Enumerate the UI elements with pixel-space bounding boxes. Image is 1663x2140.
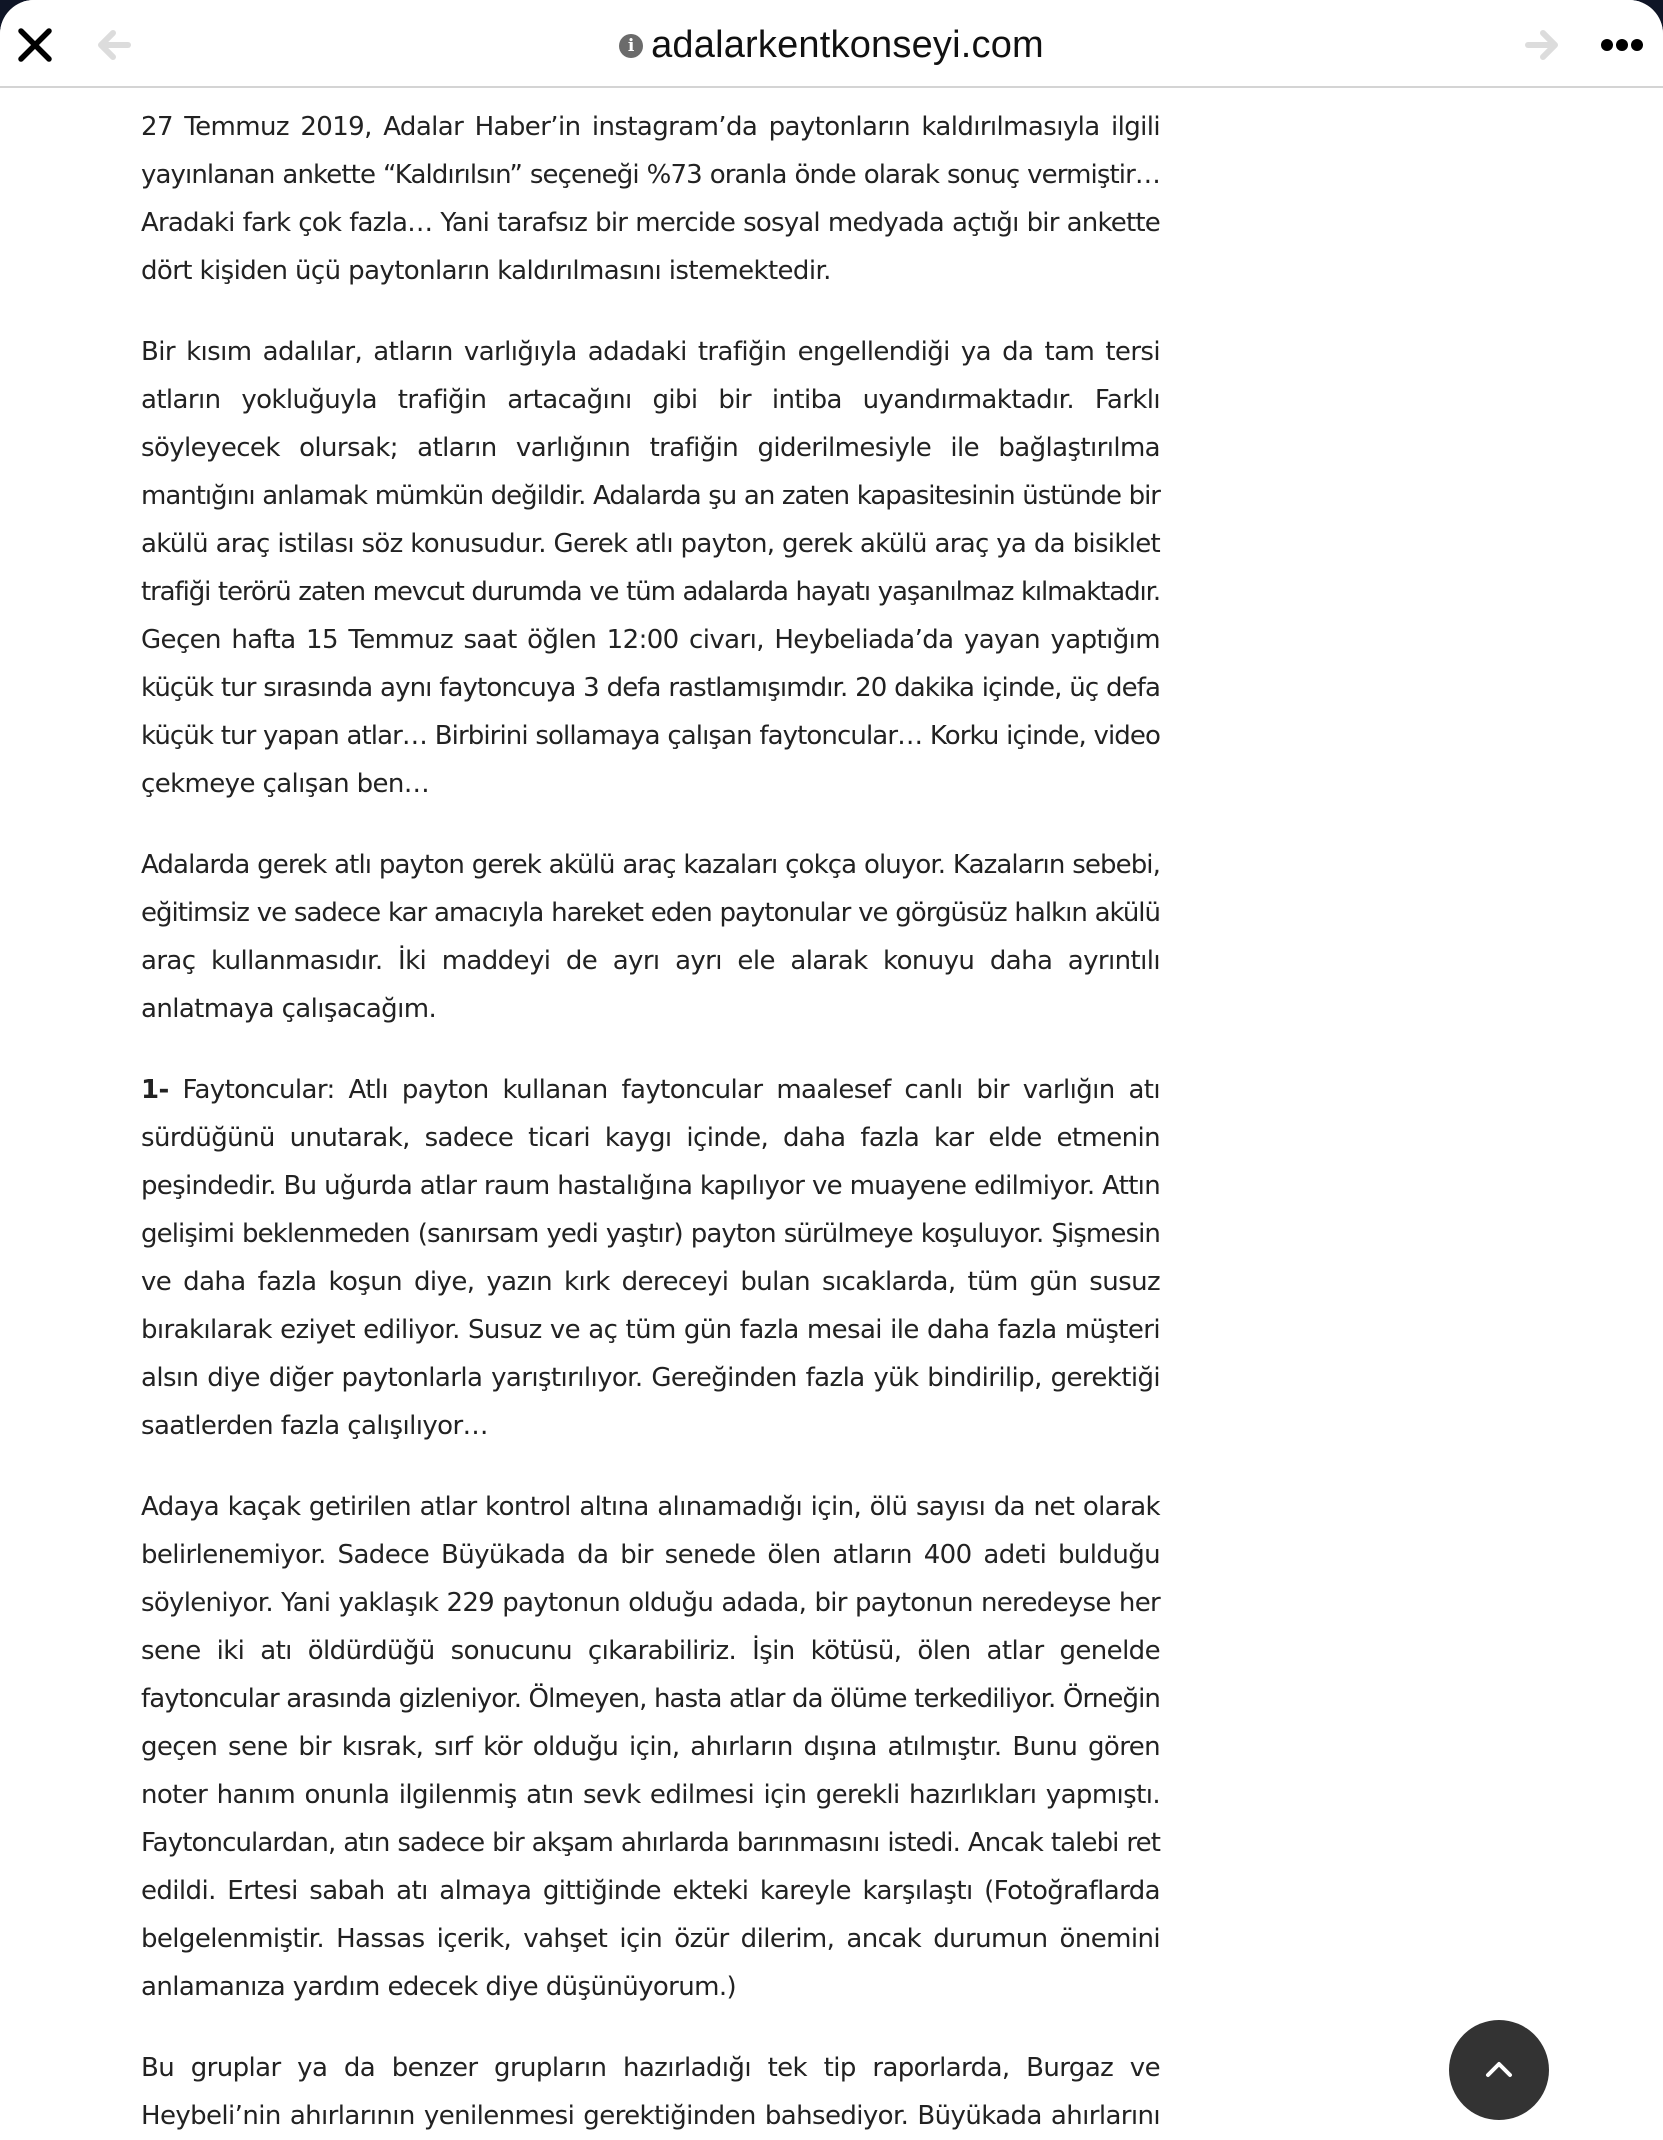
paragraph-line: söyleyecek olursak; atların varlığının trafiğin giderilmesiyle ile bağlaştırılma bbox=[141, 433, 1160, 463]
paragraph-line: Faytonculardan, atın sadece bir akşam ahırlarda barınmasını istedi. Ancak talebi ret bbox=[141, 1828, 1160, 1858]
paragraph-line: gelişimi beklenmeden (sanırsam yedi yaştır) payton sürülmeye koşuluyor. Şişmesin bbox=[141, 1219, 1160, 1249]
paragraph-line: dört kişiden üçü paytonların kaldırılmasını istemektedir. bbox=[141, 256, 831, 286]
paragraph-line: belirlenemiyor. Sadece Büyükada da bir senede ölen atların 400 adeti bulduğu bbox=[141, 1540, 1160, 1570]
paragraph-line: edildi. Ertesi sabah atı almaya gittiğinde ekteki kareyle karşılaştı (Fotoğraflarda bbox=[141, 1876, 1160, 1906]
paragraph-line: yayınlanan ankette “Kaldırılsın” seçeneği %73 oranla önde olarak sonuç vermiştir… bbox=[141, 160, 1160, 190]
paragraph-line: araç kullanmasıdır. İki maddeyi de ayrı ayrı ele alarak konuyu daha ayrıntılı bbox=[141, 946, 1160, 976]
paragraph-line: anlatmaya çalışacağım. bbox=[141, 994, 437, 1024]
paragraph-line: küçük tur sırasında aynı faytoncuya 3 defa rastlamışımdır. 20 dakika içinde, üç defa bbox=[141, 673, 1160, 703]
forward-button[interactable] bbox=[1524, 28, 1560, 62]
paragraph-line: faytoncular arasında gizleniyor. Ölmeyen, hasta atlar da ölüme terkediliyor. Örneğin bbox=[141, 1684, 1160, 1714]
browser-toolbar bbox=[0, 0, 1663, 88]
paragraph-line: belgelenmiştir. Hassas içerik, vahşet için özür dilerim, ancak durumun önemini bbox=[141, 1924, 1160, 1954]
arrow-right-icon bbox=[1524, 28, 1560, 62]
chevron-up-icon bbox=[1483, 2054, 1515, 2086]
article-paragraph bbox=[141, 1483, 1160, 2011]
paragraph-line: mantığını anlamak mümkün değildir. Adalarda şu an zaten kapasitesinin üstünde bir bbox=[141, 481, 1160, 511]
article-paragraph bbox=[141, 1066, 1160, 1450]
article-paragraph bbox=[141, 2044, 1160, 2140]
article-paragraph bbox=[141, 328, 1160, 808]
paragraph-line: sene iki atı öldürdüğü sonucunu çıkarabiliriz. İşin kötüsü, ölen atlar genelde bbox=[141, 1636, 1160, 1666]
paragraph-line bbox=[141, 1066, 1160, 1114]
article-paragraph bbox=[141, 103, 1160, 295]
paragraph-line: geçen sene bir kısrak, sırf kör olduğu için, ahırların dışına atılmıştır. Bunu gören bbox=[141, 1732, 1160, 1762]
paragraph-line: noter hanım onunla ilgilenmiş atın sevk edilmesi için gerekli hazırlıkları yapmıştı. bbox=[141, 1780, 1160, 1810]
paragraph-line: Bir kısım adalılar, atların varlığıyla adadaki trafiğin engellendiği ya da tam tersi bbox=[141, 337, 1160, 367]
scroll-to-top-button[interactable] bbox=[1449, 2020, 1549, 2120]
paragraph-line: Aradaki fark çok fazla… Yani tarafsız bir mercide sosyal medyada açtığı bir ankette bbox=[141, 208, 1160, 238]
paragraph-line: Geçen hafta 15 Temmuz saat öğlen 12:00 civarı, Heybeliada’da yayan yaptığım bbox=[141, 625, 1160, 655]
article-body bbox=[141, 103, 1160, 2140]
paragraph-line: Adalarda gerek atlı payton gerek akülü araç kazaları çokça oluyor. Kazaların sebebi, bbox=[141, 850, 1160, 880]
url-text: adalarkentkonseyi.com bbox=[651, 23, 1044, 66]
paragraph-line: bırakılarak eziyet ediliyor. Susuz ve aç tüm gün fazla mesai ile daha fazla müşteri bbox=[141, 1315, 1160, 1345]
paragraph-line: akülü araç istilası söz konusudur. Gerek atlı payton, gerek akülü araç ya da bisiklet bbox=[141, 529, 1160, 559]
paragraph-line: ve daha fazla koşun diye, yazın kırk dereceyi bulan sıcaklarda, tüm gün susuz bbox=[141, 1267, 1160, 1297]
paragraph-line: atların yokluğuyla trafiğin artacağını gibi bir intiba uyandırmaktadır. Farklı bbox=[141, 385, 1160, 415]
paragraph-line: anlamanıza yardım edecek diye düşünüyorum.) bbox=[141, 1972, 737, 2002]
paragraph-line: saatlerden fazla çalışılıyor… bbox=[141, 1411, 488, 1441]
paragraph-line: Bu gruplar ya da benzer grupların hazırladığı tek tip raporlarda, Burgaz ve bbox=[141, 2053, 1160, 2083]
paragraph-line: peşindedir. Bu uğurda atlar raum hastalığına kapılıyor ve muayene edilmiyor. Attın bbox=[141, 1171, 1160, 1201]
paragraph-line: trafiği terörü zaten mevcut durumda ve tüm adalarda hayatı yaşanılmaz kılmaktadır. bbox=[141, 577, 1160, 607]
more-dots-icon bbox=[1598, 30, 1648, 60]
paragraph-line: Heybeli’nin ahırlarının yenilenmesi gerektiğinden bahsediyor. Büyükada ahırlarını bbox=[141, 2101, 1160, 2131]
paragraph-line: eğitimsiz ve sadece kar amacıyla hareket eden paytonular ve görgüsüz halkın akülü bbox=[141, 898, 1160, 928]
paragraph-line: sürdüğünü unutarak, sadece ticari kaygı içinde, daha fazla kar elde etmenin bbox=[141, 1123, 1160, 1153]
paragraph-line: alsın diye diğer paytonlarla yarıştırılıyor. Gereğinden fazla yük bindirilip, gerektiği bbox=[141, 1363, 1160, 1393]
line-text: Faytoncular: Atlı payton kullanan faytoncular maalesef canlı bir varlığın atı bbox=[168, 1075, 1160, 1105]
paragraph-line: söyleniyor. Yani yaklaşık 229 paytonun olduğu adada, bir paytonun neredeyse her bbox=[141, 1588, 1160, 1618]
address-bar[interactable] bbox=[0, 20, 1663, 70]
paragraph-line: küçük tur yapan atlar… Birbirini sollamaya çalışan faytoncular… Korku içinde, video bbox=[141, 721, 1160, 751]
info-icon[interactable]: i bbox=[619, 34, 643, 58]
paragraph-line: Adaya kaçak getirilen atlar kontrol altına alınamadığı için, ölü sayısı da net olarak bbox=[141, 1492, 1160, 1522]
paragraph-line: 27 Temmuz 2019, Adalar Haber’in instagram’da paytonların kaldırılmasıyla ilgili bbox=[141, 112, 1160, 142]
section-number: 1- bbox=[141, 1075, 169, 1105]
paragraph-line: çekmeye çalışan ben… bbox=[141, 769, 430, 799]
article-paragraph bbox=[141, 841, 1160, 1033]
more-options-button[interactable] bbox=[1598, 30, 1648, 60]
